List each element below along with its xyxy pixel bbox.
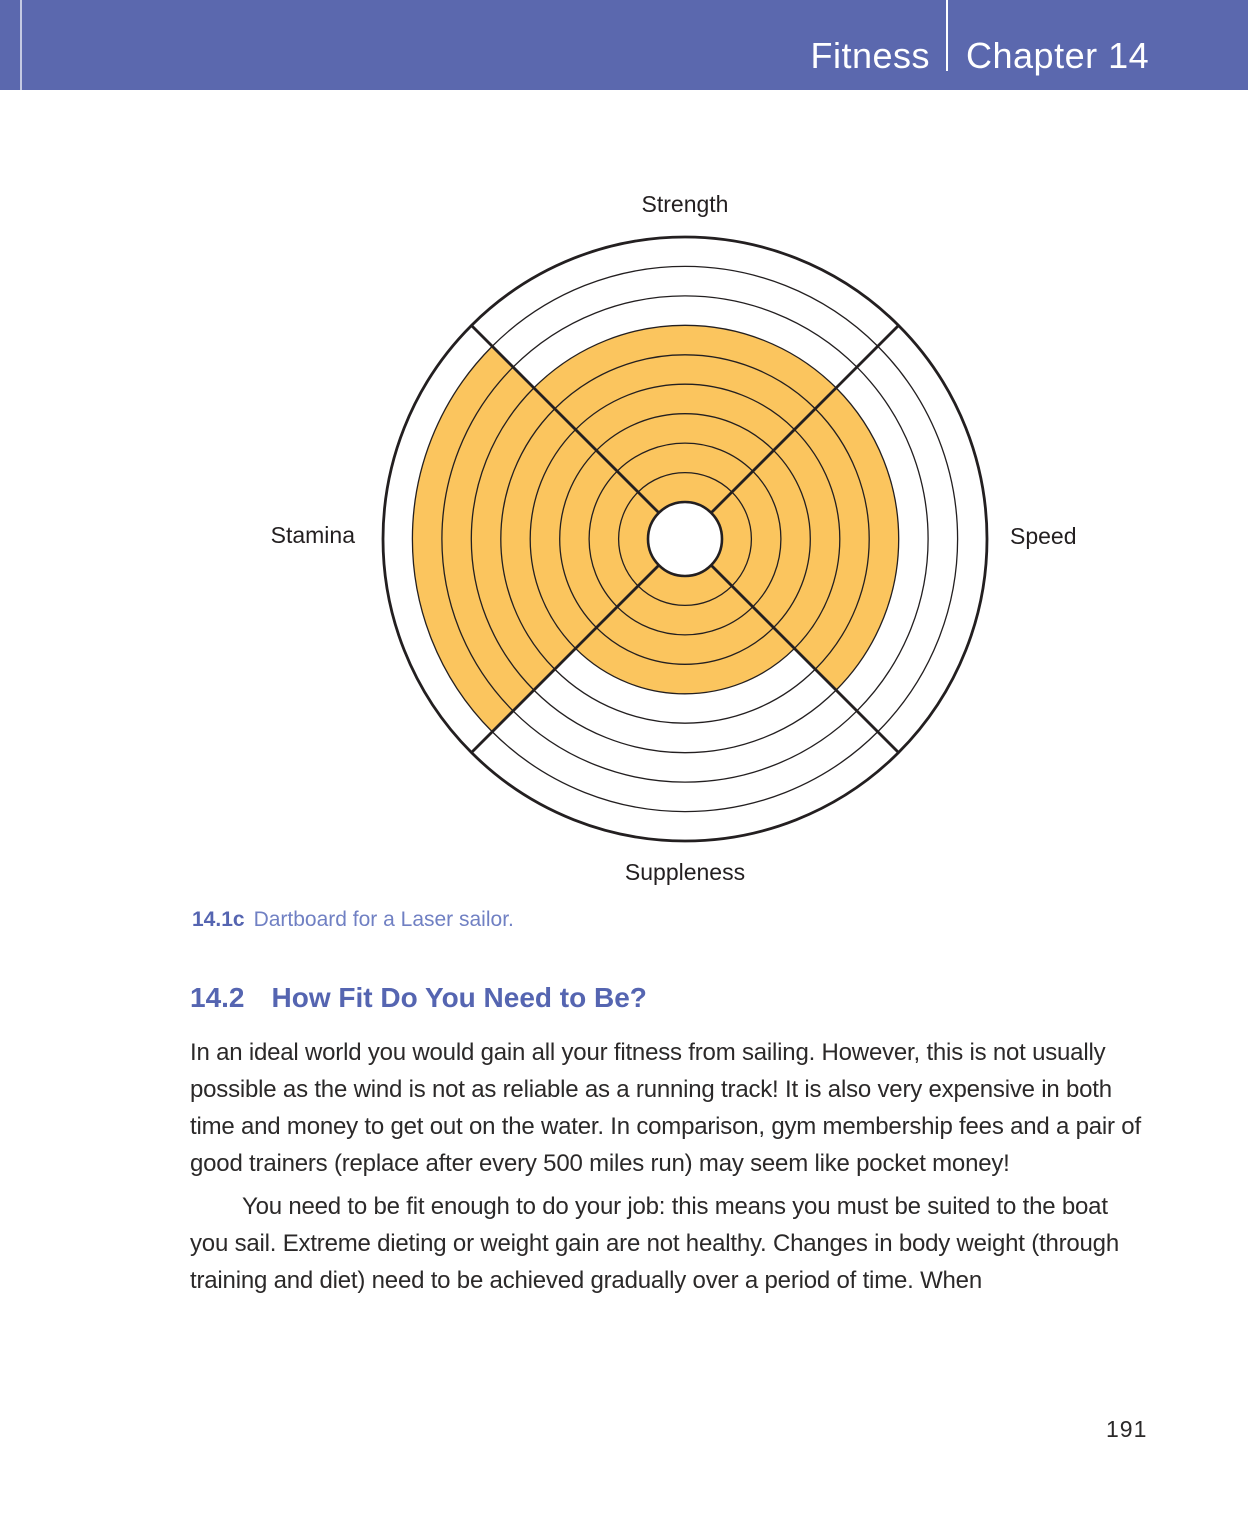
section-number: 14.2 [190, 982, 245, 1013]
page-number: 191 [1106, 1416, 1148, 1442]
section-title: How Fit Do You Need to Be? [271, 982, 647, 1013]
centre-hole [648, 502, 722, 576]
figure-caption-number: 14.1c [192, 908, 245, 931]
header-chapter-label: Chapter 14 [966, 35, 1150, 76]
chapter-header-band [0, 0, 1248, 90]
dartboard-figure [375, 229, 995, 849]
dartboard-label-suppleness: Suppleness [624, 859, 746, 885]
header-divider-line [946, 0, 948, 71]
body-text [190, 1034, 1142, 1299]
figure-caption [192, 906, 514, 933]
section-heading [190, 981, 647, 1015]
header-accent-line [20, 0, 22, 90]
paragraph: In an ideal world you would gain all your fitness from sailing. However, this is not usually possible as the wind is not as reliable as a running track! It is also very expensive in both time and money to get out on the water. In comparison, gym membership fees and a pair of good trainers (replace after every 500 miles run) may seem like pocket money! [190, 1039, 1141, 1177]
paragraph: You need to be fit enough to do your job: this means you must be suited to the boat you sail. Extreme dieting or weight gain are not healthy. Changes in body weight (through training and diet) need to be achieved gradually over a period of time. When [190, 1193, 1119, 1294]
header-section-label: Fitness [810, 35, 930, 76]
dartboard-label-strength: Strength [641, 191, 729, 217]
figure-caption-text: Dartboard for a Laser sailor. [253, 908, 514, 931]
dartboard-label-stamina: Stamina [270, 522, 355, 548]
dartboard-label-speed: Speed [1010, 523, 1077, 549]
